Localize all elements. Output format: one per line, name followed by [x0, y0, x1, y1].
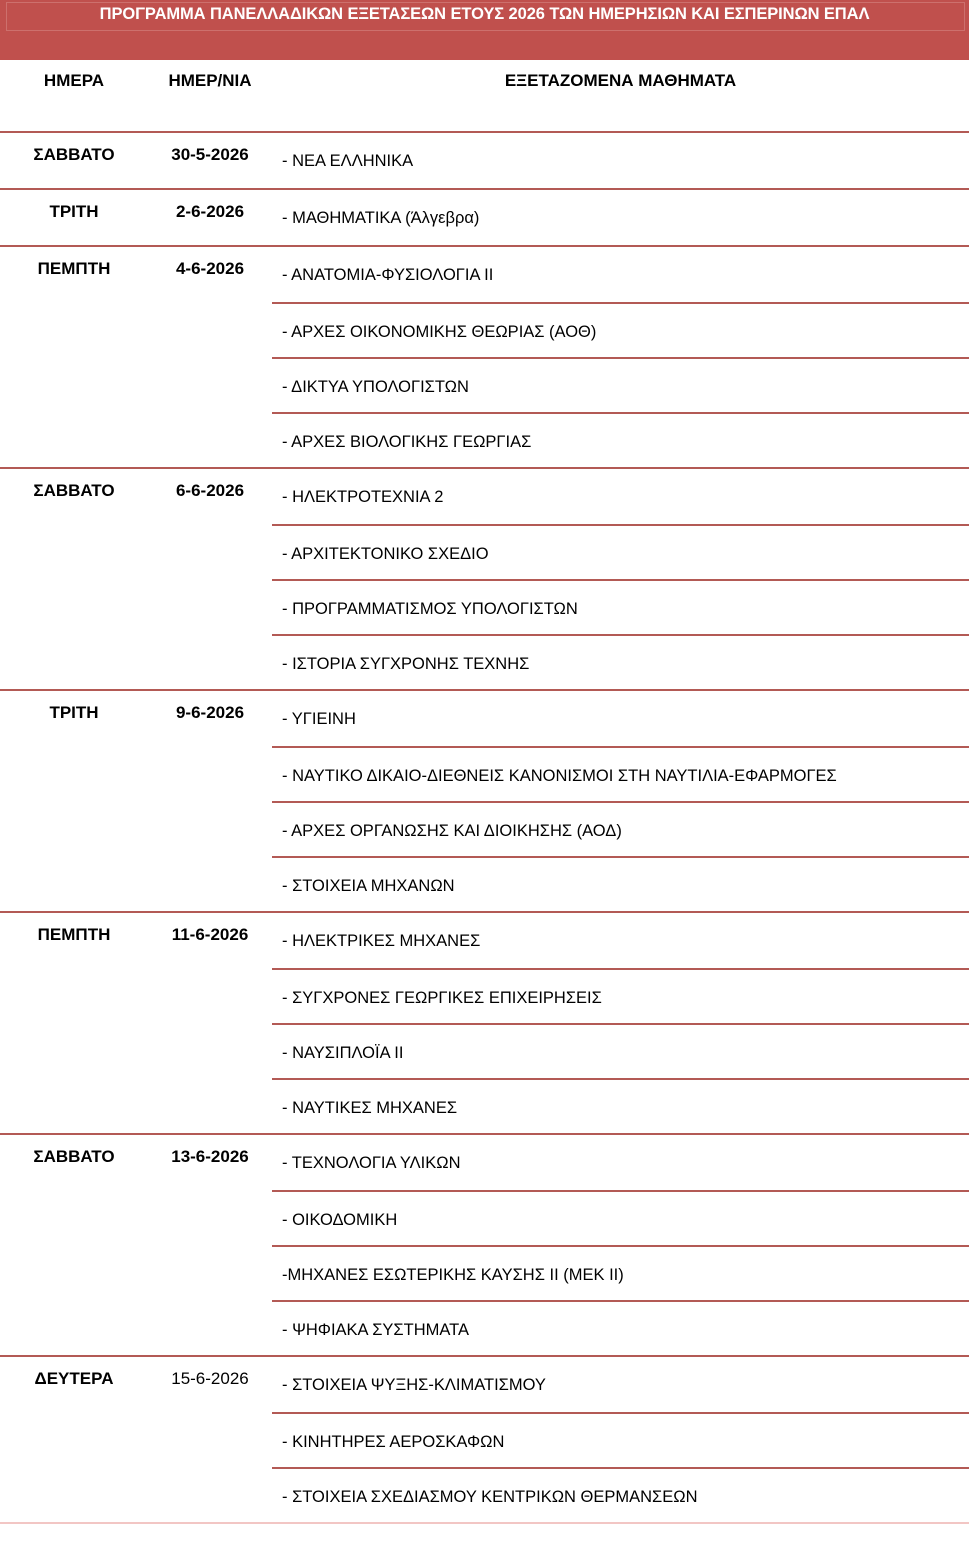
- subject-label: - ΜΑΘΗΜΑΤΙΚΑ (Άλγεβρα): [282, 209, 480, 227]
- subject-row: [272, 302, 969, 357]
- subject-row: [272, 691, 969, 746]
- subject-label: - ΑΡΧΙΤΕΚΤΟΝΙΚΟ ΣΧΕΔΙΟ: [282, 545, 489, 563]
- table-column-header-row: [0, 60, 969, 131]
- day-date-cells: [0, 1135, 272, 1355]
- subject-label: - ΙΣΤΟΡΙΑ ΣΥΓΧΡΟΝΗΣ ΤΕΧΝΗΣ: [282, 655, 530, 673]
- column-header-date: ΗΜΕΡ/ΝΙΑ: [168, 71, 252, 90]
- column-header-subjects: ΕΞΕΤΑΖΟΜΕΝΑ ΜΑΘΗΜΑΤΑ: [504, 71, 737, 90]
- subject-label: - ΥΓΙΕΙΝΗ: [282, 710, 356, 728]
- cell-subjects: [272, 691, 969, 911]
- subject-label: - ΗΛΕΚΤΡΙΚΕΣ ΜΗΧΑΝΕΣ: [282, 932, 481, 950]
- cell-date: 30-5-2026: [171, 145, 249, 164]
- subject-label: - ΣΤΟΙΧΕΙΑ ΨΥΞΗΣ-ΚΛΙΜΑΤΙΣΜΟΥ: [282, 1376, 546, 1394]
- subject-row: [272, 357, 969, 412]
- subject-row: [272, 801, 969, 856]
- cell-date: 11-6-2026: [171, 925, 249, 944]
- cell-day: ΣΑΒΒΑΤΟ: [33, 1147, 115, 1166]
- subject-row: [272, 1412, 969, 1467]
- subject-label: - ΑΡΧΕΣ ΟΙΚΟΝΟΜΙΚΗΣ ΘΕΩΡΙΑΣ (ΑΟΘ): [282, 323, 597, 341]
- day-date-cells: [0, 247, 272, 467]
- subject-row: [272, 1190, 969, 1245]
- cell-subjects: [272, 190, 969, 245]
- day-date-cells: [0, 133, 272, 188]
- cell-day: ΣΑΒΒΑΤΟ: [33, 481, 115, 500]
- cell-date: 6-6-2026: [175, 481, 245, 500]
- day-date-cells: [0, 190, 272, 245]
- subject-label: - ΣΤΟΙΧΕΙΑ ΣΧΕΔΙΑΣΜΟΥ ΚΕΝΤΡΙΚΩΝ ΘΕΡΜΑΝΣΕΩΝ: [282, 1488, 698, 1506]
- subject-label: - ΠΡΟΓΡΑΜΜΑΤΙΣΜΟΣ ΥΠΟΛΟΓΙΣΤΩΝ: [282, 600, 578, 618]
- table-row: [0, 131, 969, 188]
- day-date-cells: [0, 469, 272, 689]
- subject-row: [272, 133, 969, 188]
- subject-row: [272, 524, 969, 579]
- cell-subjects: [272, 133, 969, 188]
- cell-subjects: [272, 913, 969, 1133]
- subject-label: - ΗΛΕΚΤΡΟΤΕΧΝΙΑ 2: [282, 488, 444, 506]
- cell-day: ΔΕΥΤΕΡΑ: [34, 1369, 114, 1388]
- subject-label: - ΚΙΝΗΤΗΡΕΣ ΑΕΡΟΣΚΑΦΩΝ: [282, 1433, 505, 1451]
- table-row: [0, 467, 969, 689]
- subject-label: - ΔΙΚΤΥΑ ΥΠΟΛΟΓΙΣΤΩΝ: [282, 378, 469, 396]
- day-date-cells: [0, 913, 272, 1133]
- subject-label: - ΤΕΧΝΟΛΟΓΙΑ ΥΛΙΚΩΝ: [282, 1154, 461, 1172]
- subject-label: - ΑΡΧΕΣ ΟΡΓΑΝΩΣΗΣ ΚΑΙ ΔΙΟΙΚΗΣΗΣ (ΑΟΔ): [282, 822, 622, 840]
- subject-label: - ΣΤΟΙΧΕΙΑ ΜΗΧΑΝΩΝ: [282, 877, 455, 895]
- cell-day: ΠΕΜΠΤΗ: [37, 259, 111, 278]
- subject-row: [272, 247, 969, 302]
- subject-label: - ΝΑΥΤΙΚΕΣ ΜΗΧΑΝΕΣ: [282, 1099, 458, 1117]
- bottom-rule: [0, 1522, 969, 1524]
- page-title: ΠΡΟΓΡΑΜΜΑ ΠΑΝΕΛΛΑΔΙΚΩΝ ΕΞΕΤΑΣΕΩΝ ΕΤΟΥΣ 2026 ΤΩΝ ΗΜΕΡΗΣΙΩΝ ΚΑΙ ΕΣΠΕΡΙΝΩΝ ΕΠΑΛ: [99, 5, 870, 23]
- subject-label: - ΑΡΧΕΣ ΒΙΟΛΟΓΙΚΗΣ ΓΕΩΡΓΙΑΣ: [282, 433, 532, 451]
- table-row: [0, 188, 969, 245]
- cell-date: 4-6-2026: [175, 259, 245, 278]
- cell-day: ΠΕΜΠΤΗ: [37, 925, 111, 944]
- table-row: [0, 911, 969, 1133]
- subject-row: [272, 412, 969, 467]
- subject-label: - ΝΑΥΣΙΠΛΟΪΑ ΙΙ: [282, 1044, 404, 1062]
- day-date-cells: [0, 691, 272, 911]
- bottom-spacer: [0, 1524, 969, 1550]
- cell-date: 15-6-2026: [171, 1369, 249, 1388]
- subject-label: - ΝΑΥΤΙΚΟ ΔΙΚΑΙΟ-ΔΙΕΘΝΕΙΣ ΚΑΝΟΝΙΣΜΟΙ ΣΤΗ ΝΑΥΤΙΛΙΑ-ΕΦΑΡΜΟΓΕΣ: [282, 767, 837, 785]
- day-date-cells: [0, 1357, 272, 1522]
- exam-schedule-table: [0, 131, 969, 1522]
- subject-label: - ΣΥΓΧΡΟΝΕΣ ΓΕΩΡΓΙΚΕΣ ΕΠΙΧΕΙΡΗΣΕΙΣ: [282, 989, 602, 1007]
- subject-row: [272, 746, 969, 801]
- subject-row: [272, 190, 969, 245]
- subject-row: [272, 1023, 969, 1078]
- subject-label: -ΜΗΧΑΝΕΣ ΕΣΩΤΕΡΙΚΗΣ ΚΑΥΣΗΣ ΙΙ (ΜΕΚ ΙΙ): [282, 1266, 624, 1284]
- subject-row: [272, 579, 969, 634]
- document-title-band: [0, 0, 969, 60]
- cell-day: ΣΑΒΒΑΤΟ: [33, 145, 115, 164]
- table-row: [0, 245, 969, 467]
- subject-row: [272, 1245, 969, 1300]
- cell-date: 9-6-2026: [175, 703, 245, 722]
- cell-subjects: [272, 1357, 969, 1522]
- subject-label: - ΨΗΦΙΑΚΑ ΣΥΣΤΗΜΑΤΑ: [282, 1321, 470, 1339]
- cell-subjects: [272, 1135, 969, 1355]
- table-row: [0, 1133, 969, 1355]
- subject-row: [272, 913, 969, 968]
- cell-subjects: [272, 469, 969, 689]
- cell-date: 13-6-2026: [171, 1147, 249, 1166]
- subject-label: - ΝΕΑ ΕΛΛΗΝΙΚΑ: [282, 152, 414, 170]
- subject-row: [272, 1135, 969, 1190]
- subject-row: [272, 1467, 969, 1522]
- subject-row: [272, 1078, 969, 1133]
- column-header-day: ΗΜΕΡΑ: [43, 71, 105, 90]
- cell-date: 2-6-2026: [175, 202, 245, 221]
- cell-day: ΤΡΙΤΗ: [49, 703, 99, 722]
- subject-label: - ΟΙΚΟΔΟΜΙΚΗ: [282, 1211, 398, 1229]
- cell-subjects: [272, 247, 969, 467]
- subject-row: [272, 856, 969, 911]
- subject-label: - ΑΝΑΤΟΜΙΑ-ΦΥΣΙΟΛΟΓΙΑ ΙΙ: [282, 266, 494, 284]
- subject-row: [272, 1300, 969, 1355]
- subject-row: [272, 1357, 969, 1412]
- subject-row: [272, 634, 969, 689]
- cell-day: ΤΡΙΤΗ: [49, 202, 99, 221]
- table-row: [0, 689, 969, 911]
- subject-row: [272, 469, 969, 524]
- table-row: [0, 1355, 969, 1522]
- subject-row: [272, 968, 969, 1023]
